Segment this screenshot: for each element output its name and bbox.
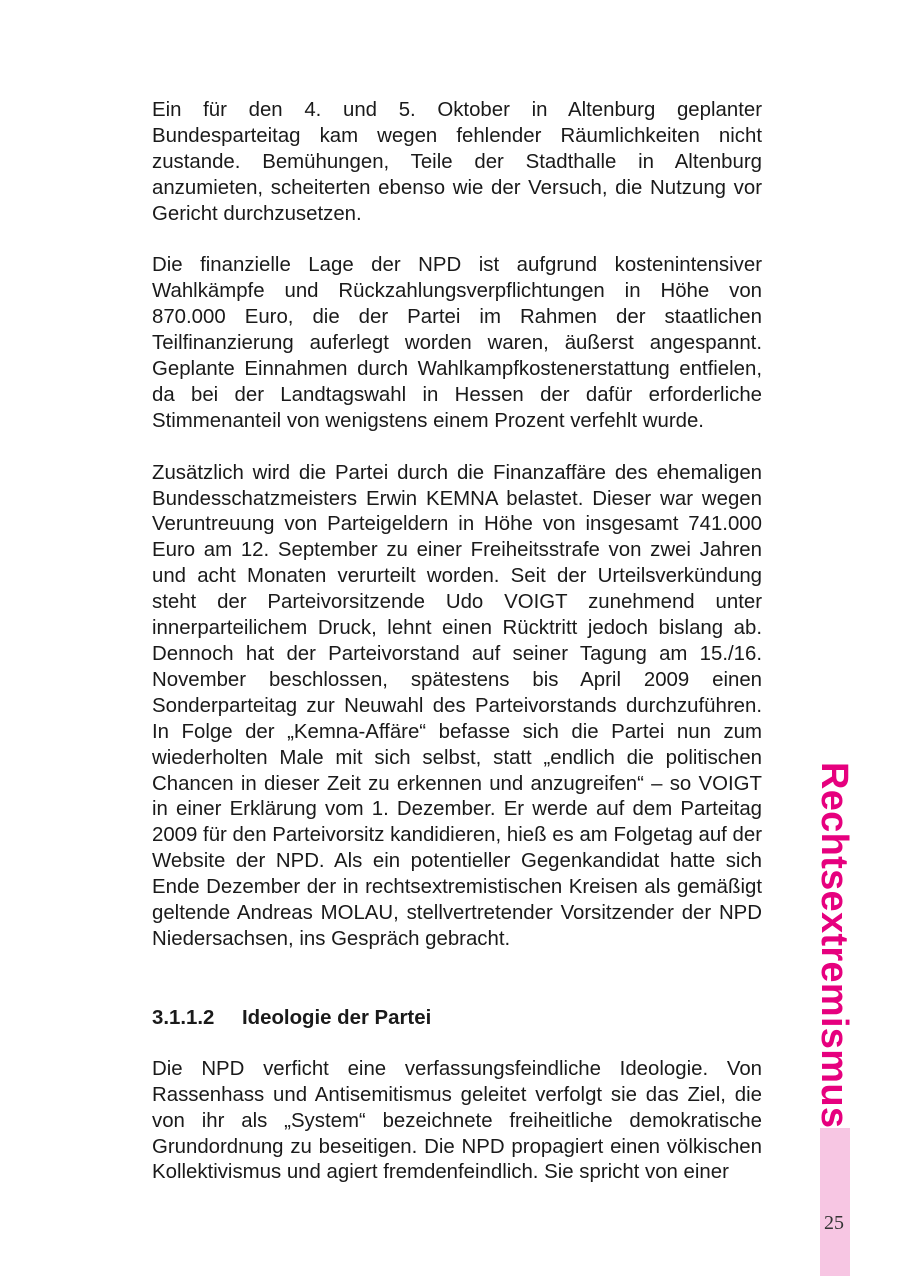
section-heading: [152, 1006, 762, 1032]
chapter-tab-marker: [820, 1128, 850, 1276]
section-number: 3.1.1.2: [152, 1006, 215, 1029]
page-number: 25: [824, 1212, 844, 1234]
paragraph-3: Zusätzlich wird die Partei durch die Finanzaffäre des ehemaligen Bundesschatzmeisters Erwin KEMNA belastet. Dieser war wegen Veruntreuung von Parteigeldern in Höhe von insgesamt 741.000 Euro am 12. September zu einer Freiheitsstrafe von zwei Jahren und acht Monaten verurteilt worden. Seit der Urteilsverkündung steht der Parteivorsitzende Udo VOIGT zunehmend unter innerparteilichem Druck, lehnt einen Rücktritt jedoch bislang ab. Dennoch hat der Parteivorstand auf seiner Tagung am 15./16. November beschlossen, spätestens bis April 2009 einen Sonderparteitag zur Neuwahl des Parteivorstands durchzuführen. In Folge der „Kemna-Affäre“ befasse sich die Partei nun zum wiederholten Male mit sich selbst, statt „endlich die politischen Chancen in dieser Zeit zu erkennen und anzugreifen“ – so VOIGT in einer Erklärung vom 1. Dezember. Er werde auf dem Parteitag 2009 für den Parteivorsitz kandidieren, hieß es am Folgetag auf der Website der NPD. Als ein potentieller Gegenkandidat hatte sich Ende Dezember der in rechtsextremistischen Kreisen als gemäßigt geltende Andreas MOLAU, stellvertretender Vorsitzender der NPD Niedersachsen, ins Gespräch gebracht.: [152, 461, 762, 950]
body-text: [152, 98, 762, 1186]
section-title: Ideologie der Partei: [242, 1006, 432, 1029]
paragraph-1: Ein für den 4. und 5. Oktober in Altenburg geplanter Bundesparteitag kam wegen fehlender Räumlichkeiten nicht zustande. Bemühungen, Teile der Stadthalle in Altenburg anzumieten, scheiterten ebenso wie der Versuch, die Nutzung vor Gericht durchzusetzen.: [152, 99, 762, 225]
section-paragraph: Die NPD verficht eine verfassungsfeindliche Ideologie. Von Rassenhass und Antisemitismus geleitet verfolgt sie das Ziel, die von ihr als „System“ bezeichnete freiheitliche demokratische Grundordnung zu beseitigen. Die NPD propagiert einen völkischen Kollektivismus und agiert fremdenfeindlich. Sie spricht von einer: [152, 1057, 762, 1184]
chapter-side-title: Rechtsextremismus: [813, 762, 855, 1129]
paragraph-2: Die finanzielle Lage der NPD ist aufgrund kostenintensiver Wahlkämpfe und Rückzahlungsverpflichtungen in Höhe von 870.000 Euro, die der Partei im Rahmen der staatlichen Teilfinanzierung auferlegt worden waren, äußerst angespannt. Geplante Einnahmen durch Wahlkampfkostenerstattung entfielen, da bei der Landtagswahl in Hessen der dafür erforderliche Stimmenanteil von wenigstens einem Prozent verfehlt wurde.: [152, 254, 762, 432]
